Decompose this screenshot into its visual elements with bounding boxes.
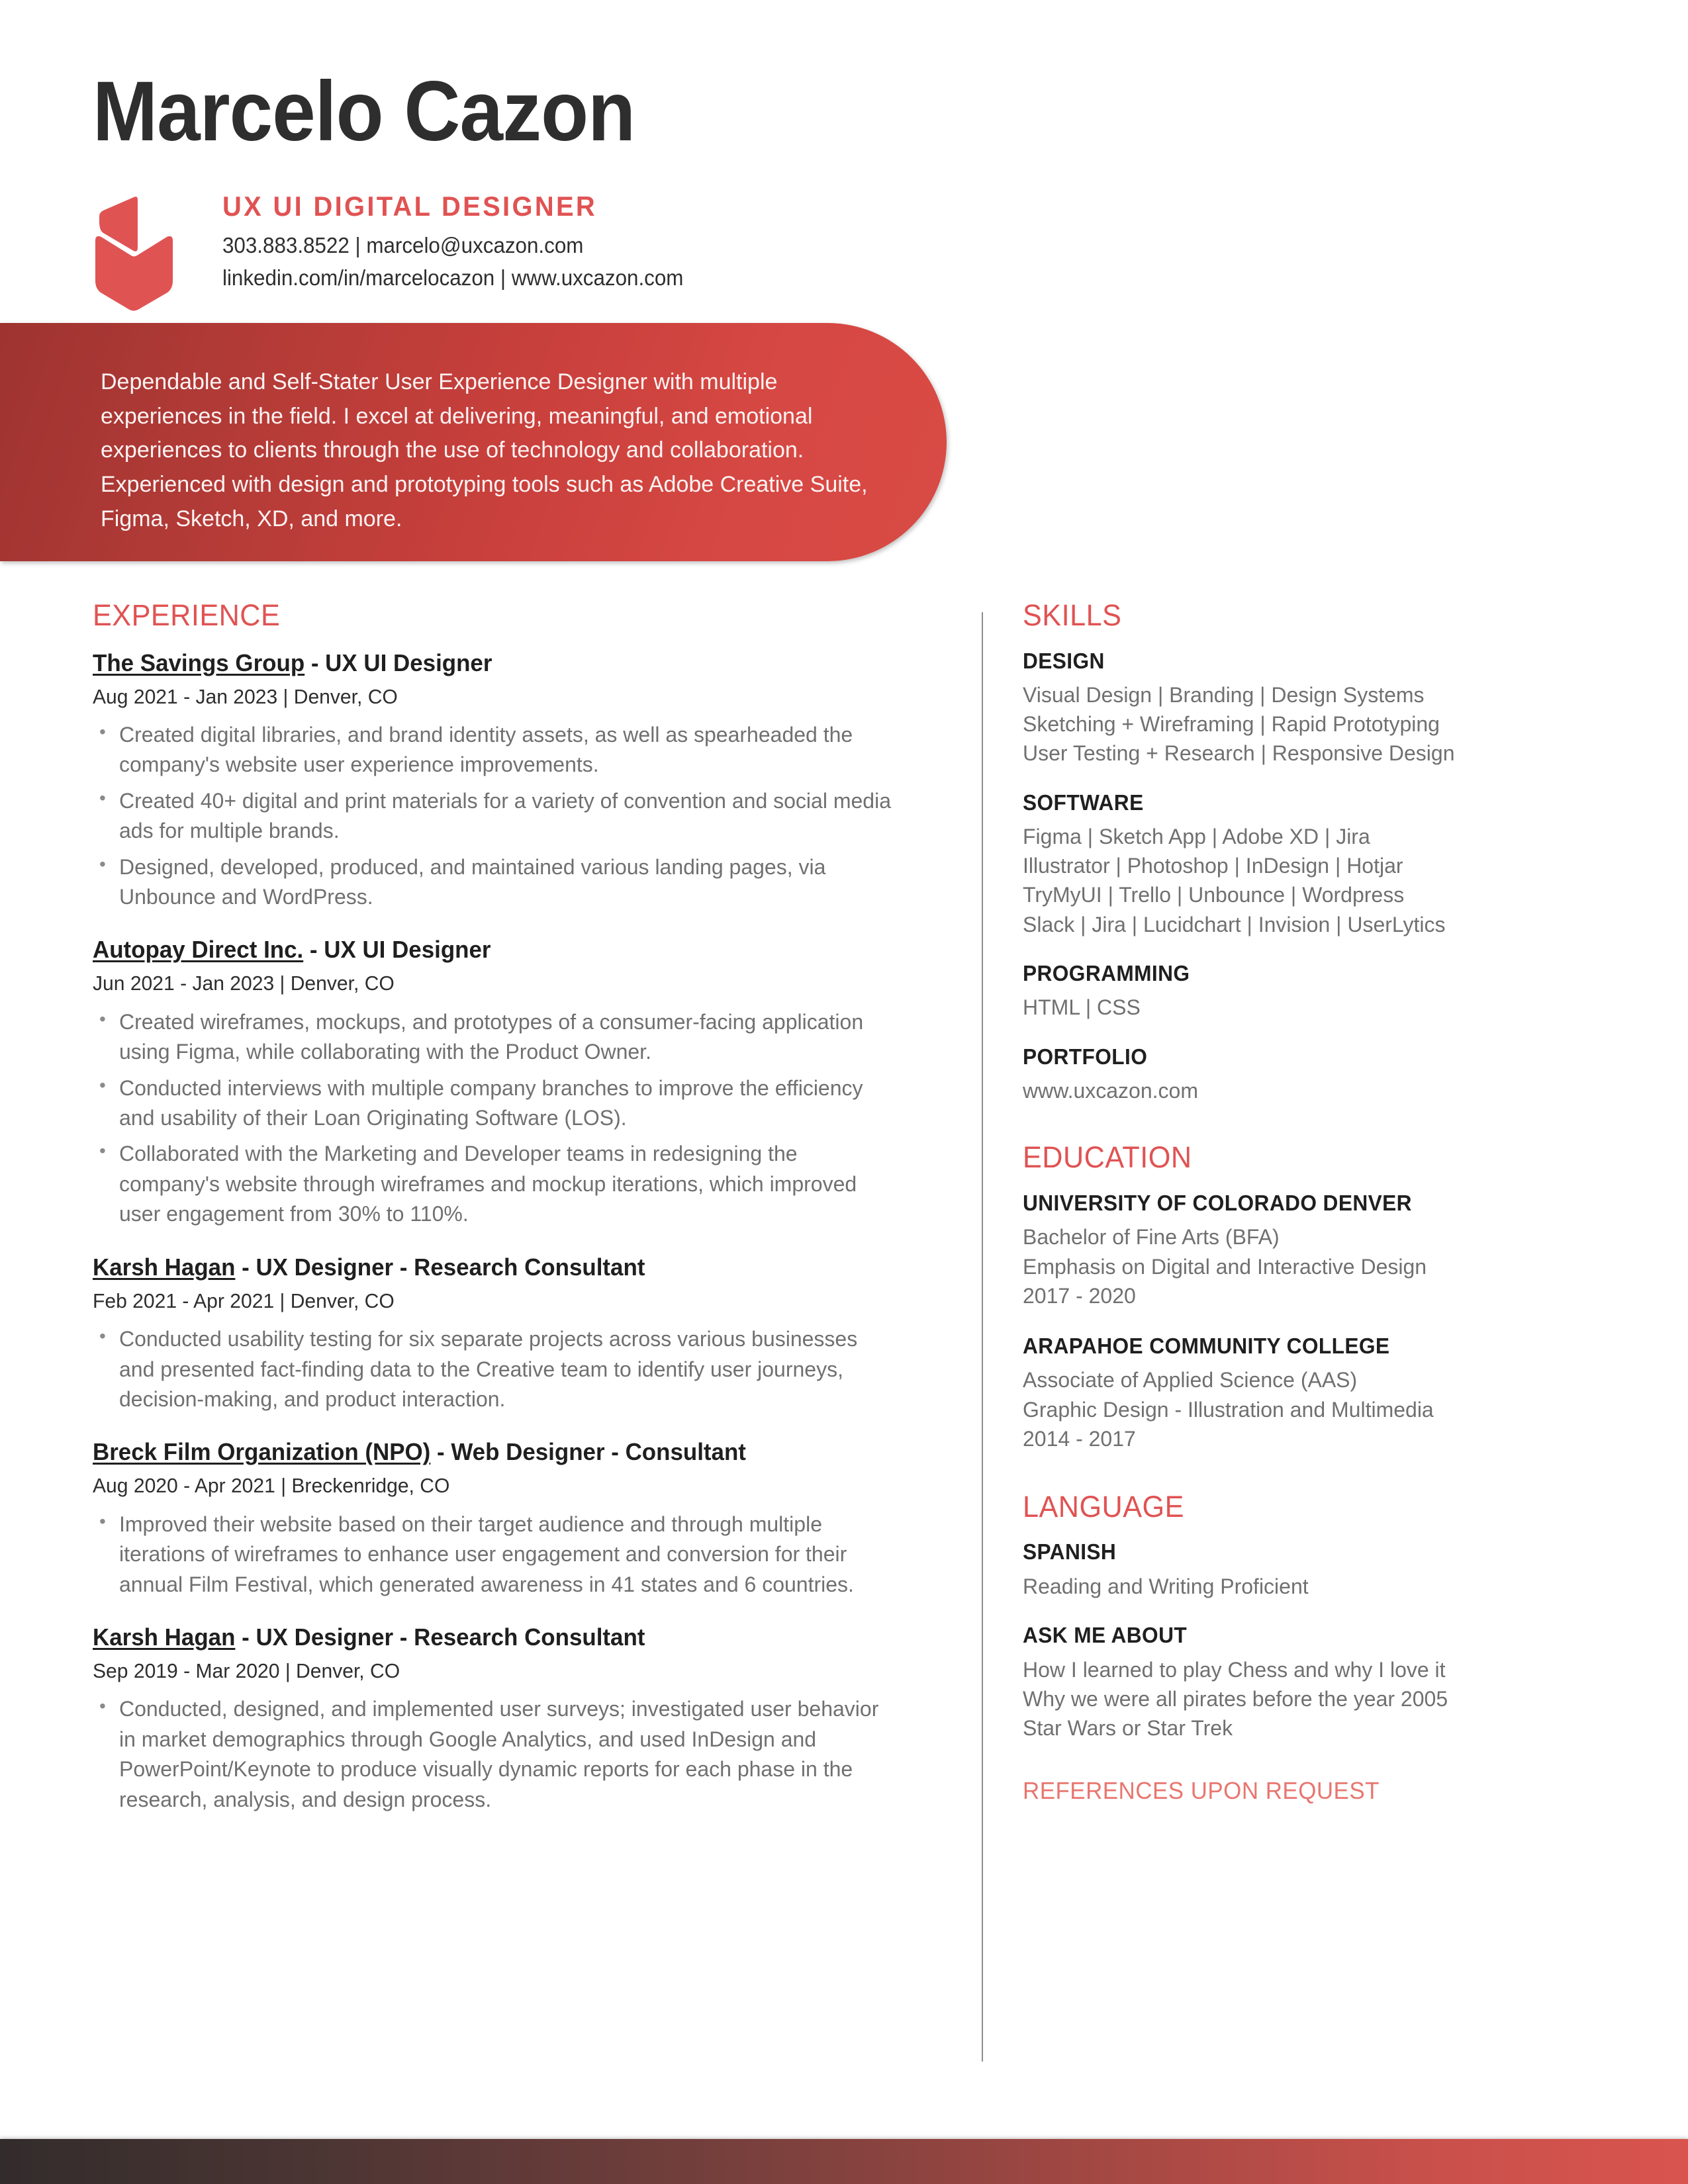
section-heading-education: EDUCATION (1023, 1140, 1192, 1175)
language-line-group (1023, 1572, 1605, 1601)
skills-group-label: PORTFOLIO (1023, 1044, 1148, 1069)
skills-group-label: PROGRAMMING (1023, 960, 1190, 985)
sidebar-column (1023, 599, 1605, 1805)
experience-entry-title (93, 648, 870, 678)
language-line: How I learned to play Chess and why I love it (1023, 1657, 1446, 1682)
header-title-block (222, 191, 708, 294)
experience-role-name: - Web Designer - Consultant (430, 1438, 746, 1466)
contact-line-primary: 303.883.8522 | marcelo@uxcazon.com (222, 233, 584, 258)
experience-entry-title (93, 1622, 870, 1652)
experience-date-location: Sep 2019 - Mar 2020 | Denver, CO (93, 1659, 400, 1682)
education-entry (1023, 1190, 1605, 1310)
experience-bullet: • Conducted, designed, and implemented user surveys; investigated user behavior in market demographics through Google Analytics, and used InDesign and PowerPoint/Keynote to produce visually dynamic reports for each phase in the research, analysis, and design process. (93, 1694, 894, 1815)
skills-line: Sketching + Wireframing | Rapid Prototyping (1023, 712, 1440, 737)
experience-role-name: - UX Designer - Research Consultant (235, 1253, 645, 1281)
experience-bullet-list (93, 1007, 894, 1230)
skills-line-group (1023, 822, 1605, 939)
education-detail-group (1023, 1222, 1605, 1310)
skills-line-group (1023, 993, 1605, 1022)
education-detail-group (1023, 1365, 1605, 1453)
experience-company-name: Karsh Hagan (93, 1253, 236, 1281)
experience-bullet: • Improved their website based on their target audience and through multiple iterations of wireframes to enhance user engagement and conversion for their annual Film Festival, which generated awareness in 41 states and 6 countries. (93, 1510, 894, 1600)
experience-entry (93, 1622, 894, 1815)
education-detail-line: 2014 - 2017 (1023, 1426, 1136, 1451)
experience-bullet-list (93, 1324, 894, 1414)
experience-entry (93, 934, 894, 1229)
skills-list (1023, 648, 1605, 1106)
skills-group-label: DESIGN (1023, 648, 1105, 673)
skills-line: Figma | Sketch App | Adobe XD | Jira (1023, 825, 1370, 849)
experience-entry-title (93, 934, 870, 964)
summary-text: Dependable and Self-Stater User Experience Designer with multiple experiences in the field. I excel at delivering, meaningful, and emotional experiences to clients through the use of technology and collaboration. Experienced with design and prototyping tools such as Adobe Creative Suite, Figma, Sketch, XD, and more. (101, 369, 868, 531)
experience-role-name: - UX Designer - Research Consultant (235, 1623, 645, 1651)
brand-logo-icon (93, 192, 175, 311)
education-detail-line: Bachelor of Fine Arts (BFA) (1023, 1225, 1280, 1250)
education-entry (1023, 1333, 1605, 1453)
education-detail-line: Associate of Applied Science (AAS) (1023, 1368, 1358, 1392)
experience-date-location: Aug 2021 - Jan 2023 | Denver, CO (93, 684, 398, 708)
experience-entry (93, 1252, 894, 1415)
skills-group-label: SOFTWARE (1023, 790, 1144, 815)
language-list (1023, 1539, 1605, 1743)
experience-list (93, 648, 894, 1815)
experience-bullet: • Created digital libraries, and brand identity assets, as well as spearheaded the company's website user experience improvements. (93, 720, 894, 780)
experience-bullet-list (93, 720, 894, 913)
skills-line: TryMyUI | Trello | Unbounce | Wordpress (1023, 883, 1405, 907)
experience-entry (93, 1437, 894, 1600)
experience-bullet: • Created 40+ digital and print materials for a variety of convention and social media ads for multiple brands. (93, 786, 894, 846)
skills-line: Slack | Jira | Lucidchart | Invision | UserLytics (1023, 912, 1446, 936)
skills-line: HTML | CSS (1023, 995, 1141, 1020)
resume-header (0, 0, 1688, 318)
references-note: REFERENCES UPON REQUEST (1023, 1777, 1380, 1805)
experience-date-location: Jun 2021 - Jan 2023 | Denver, CO (93, 972, 395, 995)
experience-company-name: The Savings Group (93, 649, 305, 676)
skills-line: Visual Design | Branding | Design Systems (1023, 683, 1425, 707)
experience-bullet-list (93, 1694, 894, 1815)
experience-bullet: • Created wireframes, mockups, and prototypes of a consumer-facing application using Figma, while collaborating with the Product Owner. (93, 1007, 894, 1068)
skills-line: www.uxcazon.com (1023, 1079, 1198, 1103)
education-list (1023, 1190, 1605, 1453)
language-line: Star Wars or Star Trek (1023, 1716, 1233, 1741)
section-heading-experience: EXPERIENCE (93, 598, 281, 632)
experience-company-name: Karsh Hagan (93, 1623, 236, 1651)
experience-company-name: Autopay Direct Inc. (93, 936, 304, 964)
spacer (1023, 1126, 1605, 1141)
skills-line: Illustrator | Photoshop | InDesign | Hotjar (1023, 854, 1403, 878)
contact-line-secondary: linkedin.com/in/marcelocazon | www.uxcazon.com (222, 265, 684, 291)
experience-bullet: • Designed, developed, produced, and maintained various landing pages, via Unbounce and WordPress. (93, 852, 894, 913)
skills-line-group (1023, 1076, 1605, 1105)
education-school-name: ARAPAHOE COMMUNITY COLLEGE (1023, 1333, 1390, 1358)
skills-line: User Testing + Research | Responsive Design (1023, 741, 1455, 766)
education-detail-line: Graphic Design - Illustration and Multimedia (1023, 1397, 1434, 1422)
footer-accent-bar (0, 2139, 1688, 2184)
section-heading-language: LANGUAGE (1023, 1489, 1184, 1524)
experience-company-name: Breck Film Organization (NPO) (93, 1438, 431, 1466)
page-title: Marcelo Cazon (93, 64, 635, 159)
language-group-label: ASK ME ABOUT (1023, 1623, 1188, 1648)
language-line: Reading and Writing Proficient (1023, 1574, 1309, 1598)
education-school-name: UNIVERSITY OF COLORADO DENVER (1023, 1190, 1412, 1215)
language-group-label: SPANISH (1023, 1539, 1117, 1565)
experience-column (93, 599, 894, 1837)
experience-bullet: • Collaborated with the Marketing and Developer teams in redesigning the company's website through wireframes and mockup iterations, which improved user engagement from 30% to 110%. (93, 1139, 894, 1229)
language-line-group (1023, 1655, 1605, 1743)
experience-role-name: - UX UI Designer (303, 936, 491, 964)
job-title: UX UI DIGITAL DESIGNER (222, 191, 598, 222)
language-line: Why we were all pirates before the year 2005 (1023, 1686, 1448, 1711)
section-heading-skills: SKILLS (1023, 598, 1122, 632)
experience-role-name: - UX UI Designer (305, 649, 492, 676)
spacer (1023, 1476, 1605, 1490)
experience-bullet: • Conducted interviews with multiple company branches to improve the efficiency and usability of their Loan Originating Software (LOS). (93, 1073, 894, 1134)
education-detail-line: Emphasis on Digital and Interactive Design (1023, 1254, 1427, 1279)
experience-date-location: Aug 2020 - Apr 2021 | Breckenridge, CO (93, 1474, 450, 1498)
experience-entry-title (93, 1252, 870, 1282)
skills-line-group (1023, 680, 1605, 768)
experience-bullet-list (93, 1510, 894, 1600)
experience-date-location: Feb 2021 - Apr 2021 | Denver, CO (93, 1289, 395, 1312)
education-detail-line: 2017 - 2020 (1023, 1283, 1136, 1308)
experience-entry (93, 648, 894, 913)
column-divider (982, 612, 983, 2062)
experience-entry-title (93, 1437, 870, 1467)
experience-bullet: • Conducted usability testing for six separate projects across various businesses and presented fact-finding data to the Creative team to identify user journeys, decision-making, and product interaction. (93, 1324, 894, 1414)
